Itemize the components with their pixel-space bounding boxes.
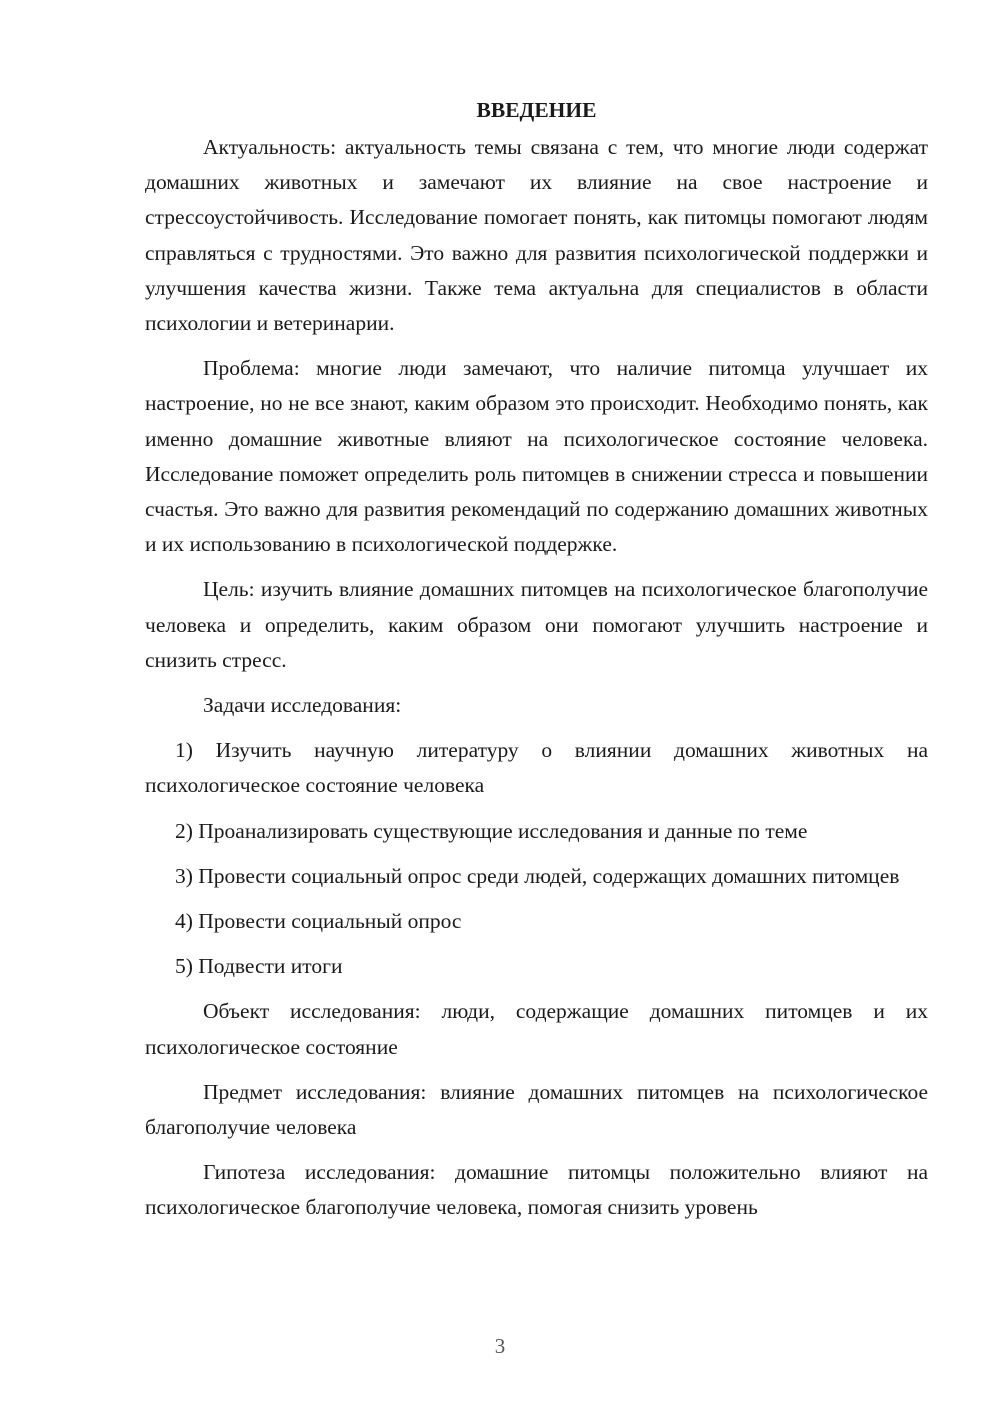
paragraph-hypothesis: Гипотеза исследования: домашние питомцы положительно влияют на психологическое благополучие человека, помогая снизить уровень (145, 1160, 928, 1220)
paragraph-goal: Цель: изучить влияние домашних питомцев на психологическое благополучие человека и определить, каким образом они помогают улучшить настроение и снизить стресс. (145, 577, 928, 672)
tasks-heading: Задачи исследования: (203, 693, 402, 718)
task-item-3: 3) Провести социальный опрос среди людей, содержащих домашних питомцев (175, 863, 900, 888)
task-item-5: 5) Подвести итоги (175, 954, 343, 979)
document-page (145, 92, 928, 1236)
task-item-4: 4) Провести социальный опрос (175, 909, 462, 934)
task-item-1: 1) Изучить научную литературу о влиянии домашних животных на психологическое состояние человека (145, 738, 928, 798)
paragraph-problem: Проблема: многие люди замечают, что наличие питомца улучшает их настроение, но не все знают, каким образом это происходит. Необходимо понять, как именно домашние животные влияют на психологическое состояние человека. Исследование поможет определить роль питомцев в снижении стресса и повышении счастья. Это важно для развития рекомендаций по содержанию домашних животных и их использованию в психологической поддержке. (145, 356, 928, 557)
paragraph-object: Объект исследования: люди, содержащие домашних питомцев и их психологическое состояние (145, 999, 928, 1059)
page-number: 3 (494, 1334, 506, 1358)
page-title: ВВЕДЕНИЕ (476, 98, 597, 122)
paragraph-relevance: Актуальность: актуальность темы связана с тем, что многие люди содержат домашних животных и замечают их влияние на свое настроение и стрессоустойчивость. Исследование помогает понять, как питомцы помогают людям справляться с трудностями. Это важно для развития психологической поддержки и улучшения качества жизни. Также тема актуальна для специалистов в области психологии и ветеринарии. (145, 135, 928, 336)
paragraph-subject: Предмет исследования: влияние домашних питомцев на психологическое благополучие человека (145, 1079, 928, 1140)
task-item-2: 2) Проанализировать существующие исследования и данные по теме (175, 818, 808, 843)
